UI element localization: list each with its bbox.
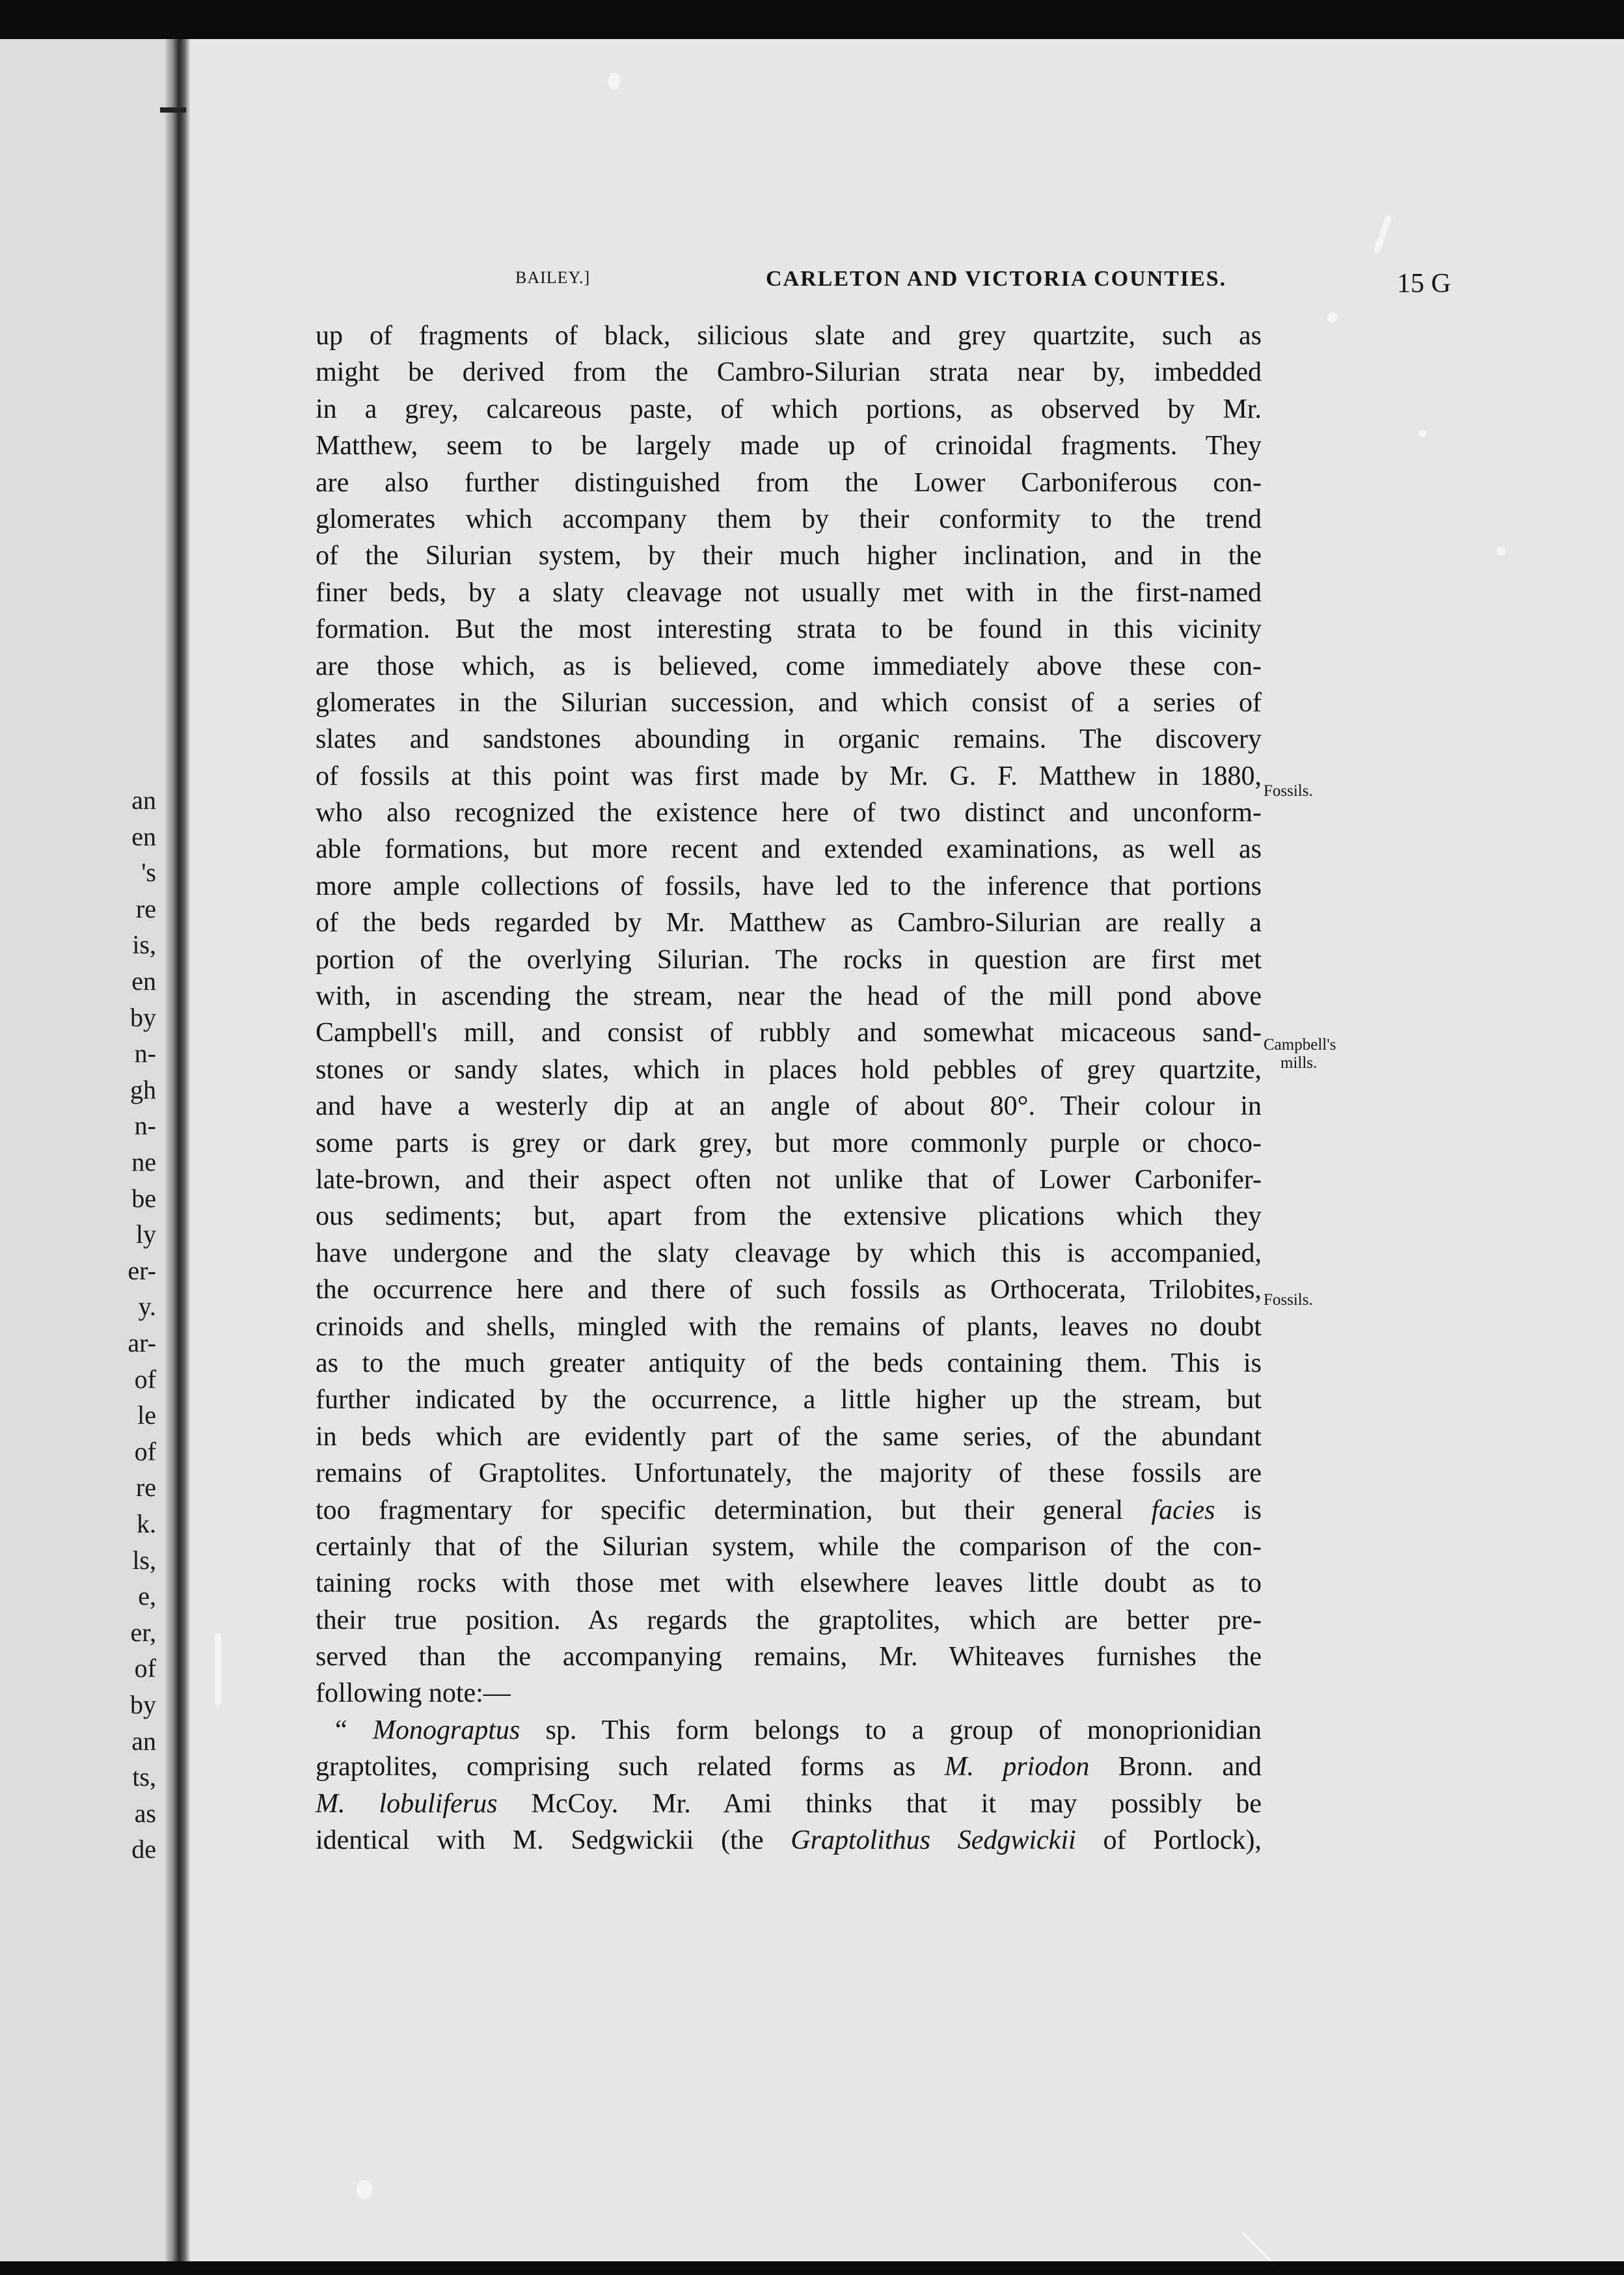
left-page-fragment: er-	[128, 1255, 156, 1285]
scan-speck	[608, 73, 620, 90]
scan-speck	[1496, 547, 1506, 556]
text-line: up of fragments of black, silicious slate and grey quartzite, such as	[316, 321, 1262, 351]
text-line: late-brown, and their aspect often not unlike that of Lower Carbonifer-	[316, 1164, 1262, 1195]
left-page-fragment: n-	[134, 1111, 156, 1141]
text-line: of fossils at this point was first made by Mr. G. F. Matthew in 1880,	[316, 761, 1262, 791]
left-page-fragment: en	[131, 821, 156, 851]
left-page-fragment: n-	[134, 1039, 156, 1069]
scanned-book-spread	[0, 39, 1624, 2261]
left-page-fragment: of	[134, 1436, 156, 1466]
left-page-fragment: is,	[132, 930, 156, 960]
left-page-fragment: ls,	[132, 1545, 156, 1575]
left-page-fragment: of	[134, 1364, 156, 1394]
text-line: portion of the overlying Silurian. The rocks in question are first met	[316, 944, 1262, 975]
text-line: in beds which are evidently part of the same series, of the abundant	[316, 1421, 1262, 1452]
quote-line: “ Monograptus sp. This form belongs to a group of monoprionidian	[335, 1715, 1262, 1745]
left-page-fragment: of	[134, 1654, 156, 1683]
text-line: able formations, but more recent and extended examinations, as well as	[316, 834, 1262, 865]
margin-note-mills: mills.	[1280, 1054, 1318, 1072]
text-line: have undergone and the slaty cleavage by which this is accompanied,	[316, 1238, 1262, 1268]
left-page-fragment: as	[134, 1798, 156, 1828]
left-page-fragment: ly	[135, 1219, 156, 1249]
running-header	[190, 234, 1624, 299]
scan-speck	[357, 2180, 372, 2200]
left-page-fragment: e,	[138, 1581, 156, 1611]
text-line: more ample collections of fossils, have led to the inference that portions	[316, 871, 1262, 901]
scan-speck	[215, 1633, 221, 1705]
left-page-fragment: 's	[141, 858, 156, 888]
header-title: CARLETON AND VICTORIA COUNTIES.	[766, 267, 1227, 291]
text-line: formation. But the most interesting strata to be found in this vicinity	[316, 614, 1262, 645]
body-text	[316, 318, 1262, 1859]
left-page-fragment: le	[137, 1400, 156, 1430]
text-line: further indicated by the occurrence, a little higher up the stream, but	[316, 1385, 1262, 1415]
text-line: and have a westerly dip at an angle of about 80°. Their colour in	[316, 1091, 1262, 1122]
quote-line: M. lobuliferus McCoy. Mr. Ami thinks that it may possibly be	[316, 1788, 1262, 1819]
gutter-mark	[160, 107, 186, 113]
quote-line: identical with M. Sedgwickii (the Graptolithus Sedgwickii of Portlock),	[316, 1825, 1262, 1856]
text-line: stones or sandy slates, which in places hold pebbles of grey quartzite,	[316, 1054, 1262, 1085]
text-line: might be derived from the Cambro-Silurian strata near by, imbedded	[316, 357, 1262, 388]
left-page-fragment: ar-	[128, 1328, 156, 1357]
text-line: are those which, as is believed, come immediately above these con-	[316, 651, 1262, 681]
left-page-fragment: y.	[138, 1292, 156, 1322]
text-line: ous sediments; but, apart from the extensive plications which they	[316, 1201, 1262, 1232]
text-line: in a grey, calcareous paste, of which portions, as observed by Mr.	[316, 394, 1262, 424]
left-page-fragment: by	[130, 1002, 156, 1032]
margin-note-fossils: Fossils.	[1264, 1291, 1313, 1309]
text-line: taining rocks with those met with elsewhere leaves little doubt as to	[316, 1568, 1262, 1599]
text-line: too fragmentary for specific determination, but their general facies is	[316, 1495, 1262, 1525]
text-line: finer beds, by a slaty cleavage not usually met with in the first-named	[316, 577, 1262, 608]
book-gutter	[165, 39, 190, 2261]
left-page-fragment: ts,	[132, 1762, 156, 1792]
text-line: glomerates which accompany them by their conformity to the trend	[316, 504, 1262, 534]
text-line: Campbell's mill, and consist of rubbly and somewhat micaceous sand-	[316, 1018, 1262, 1048]
left-page-fragment: be	[131, 1183, 156, 1213]
text-line: served than the accompanying remains, Mr. Whiteaves furnishes the	[316, 1642, 1262, 1672]
text-line: Matthew, seem to be largely made up of crinoidal fragments. They	[316, 431, 1262, 461]
text-line: remains of Graptolites. Unfortunately, the majority of these fossils are	[316, 1458, 1262, 1489]
left-page-fragment: re	[135, 893, 156, 923]
scan-speck	[1327, 312, 1338, 323]
text-line: with, in ascending the stream, near the head of the mill pond above	[316, 981, 1262, 1012]
left-page-fragment: ne	[131, 1147, 156, 1177]
page-number: 15 G	[1397, 269, 1451, 299]
text-line: glomerates in the Silurian succession, and which consist of a series of	[316, 687, 1262, 718]
text-line: the occurrence here and there of such fossils as Orthocerata, Trilobites,	[316, 1275, 1262, 1305]
header-author: BAILEY.]	[515, 268, 591, 287]
left-page-fragment: k.	[137, 1509, 156, 1538]
text-line: as to the much greater antiquity of the beds containing them. This is	[316, 1348, 1262, 1378]
text-line: of the beds regarded by Mr. Matthew as Cambro-Silurian are really a	[316, 908, 1262, 938]
margin-note-fossils: Fossils.	[1264, 782, 1313, 800]
text-line: their true position. As regards the graptolites, which are better pre-	[316, 1605, 1262, 1635]
text-line: who also recognized the existence here of two distinct and unconform-	[316, 798, 1262, 828]
left-page-fragment: re	[135, 1473, 156, 1503]
text-line: of the Silurian system, by their much higher inclination, and in the	[316, 541, 1262, 571]
left-page-fragment: an	[131, 785, 156, 815]
scan-speck	[1418, 429, 1426, 437]
text-line: slates and sandstones abounding in organic remains. The discovery	[316, 724, 1262, 755]
text-line: some parts is grey or dark grey, but more commonly purple or choco-	[316, 1128, 1262, 1158]
text-line: following note:—	[316, 1678, 511, 1709]
left-page-fragment: gh	[130, 1074, 156, 1104]
text-line: crinoids and shells, mingled with the remains of plants, leaves no doubt	[316, 1311, 1262, 1342]
text-line: are also further distinguished from the Lower Carboniferous con-	[316, 467, 1262, 498]
left-page-fragment: er,	[130, 1617, 156, 1647]
left-page-fragment: en	[131, 966, 156, 996]
left-page-fragment: by	[130, 1690, 156, 1719]
text-line: certainly that of the Silurian system, while the comparison of the con-	[316, 1531, 1262, 1562]
quote-line: graptolites, comprising such related forms as M. priodon Bronn. and	[316, 1752, 1262, 1782]
margin-note-campbells: Campbell's	[1264, 1036, 1336, 1054]
left-page-fragment: an	[131, 1726, 156, 1756]
left-page-fragment: de	[131, 1834, 156, 1864]
